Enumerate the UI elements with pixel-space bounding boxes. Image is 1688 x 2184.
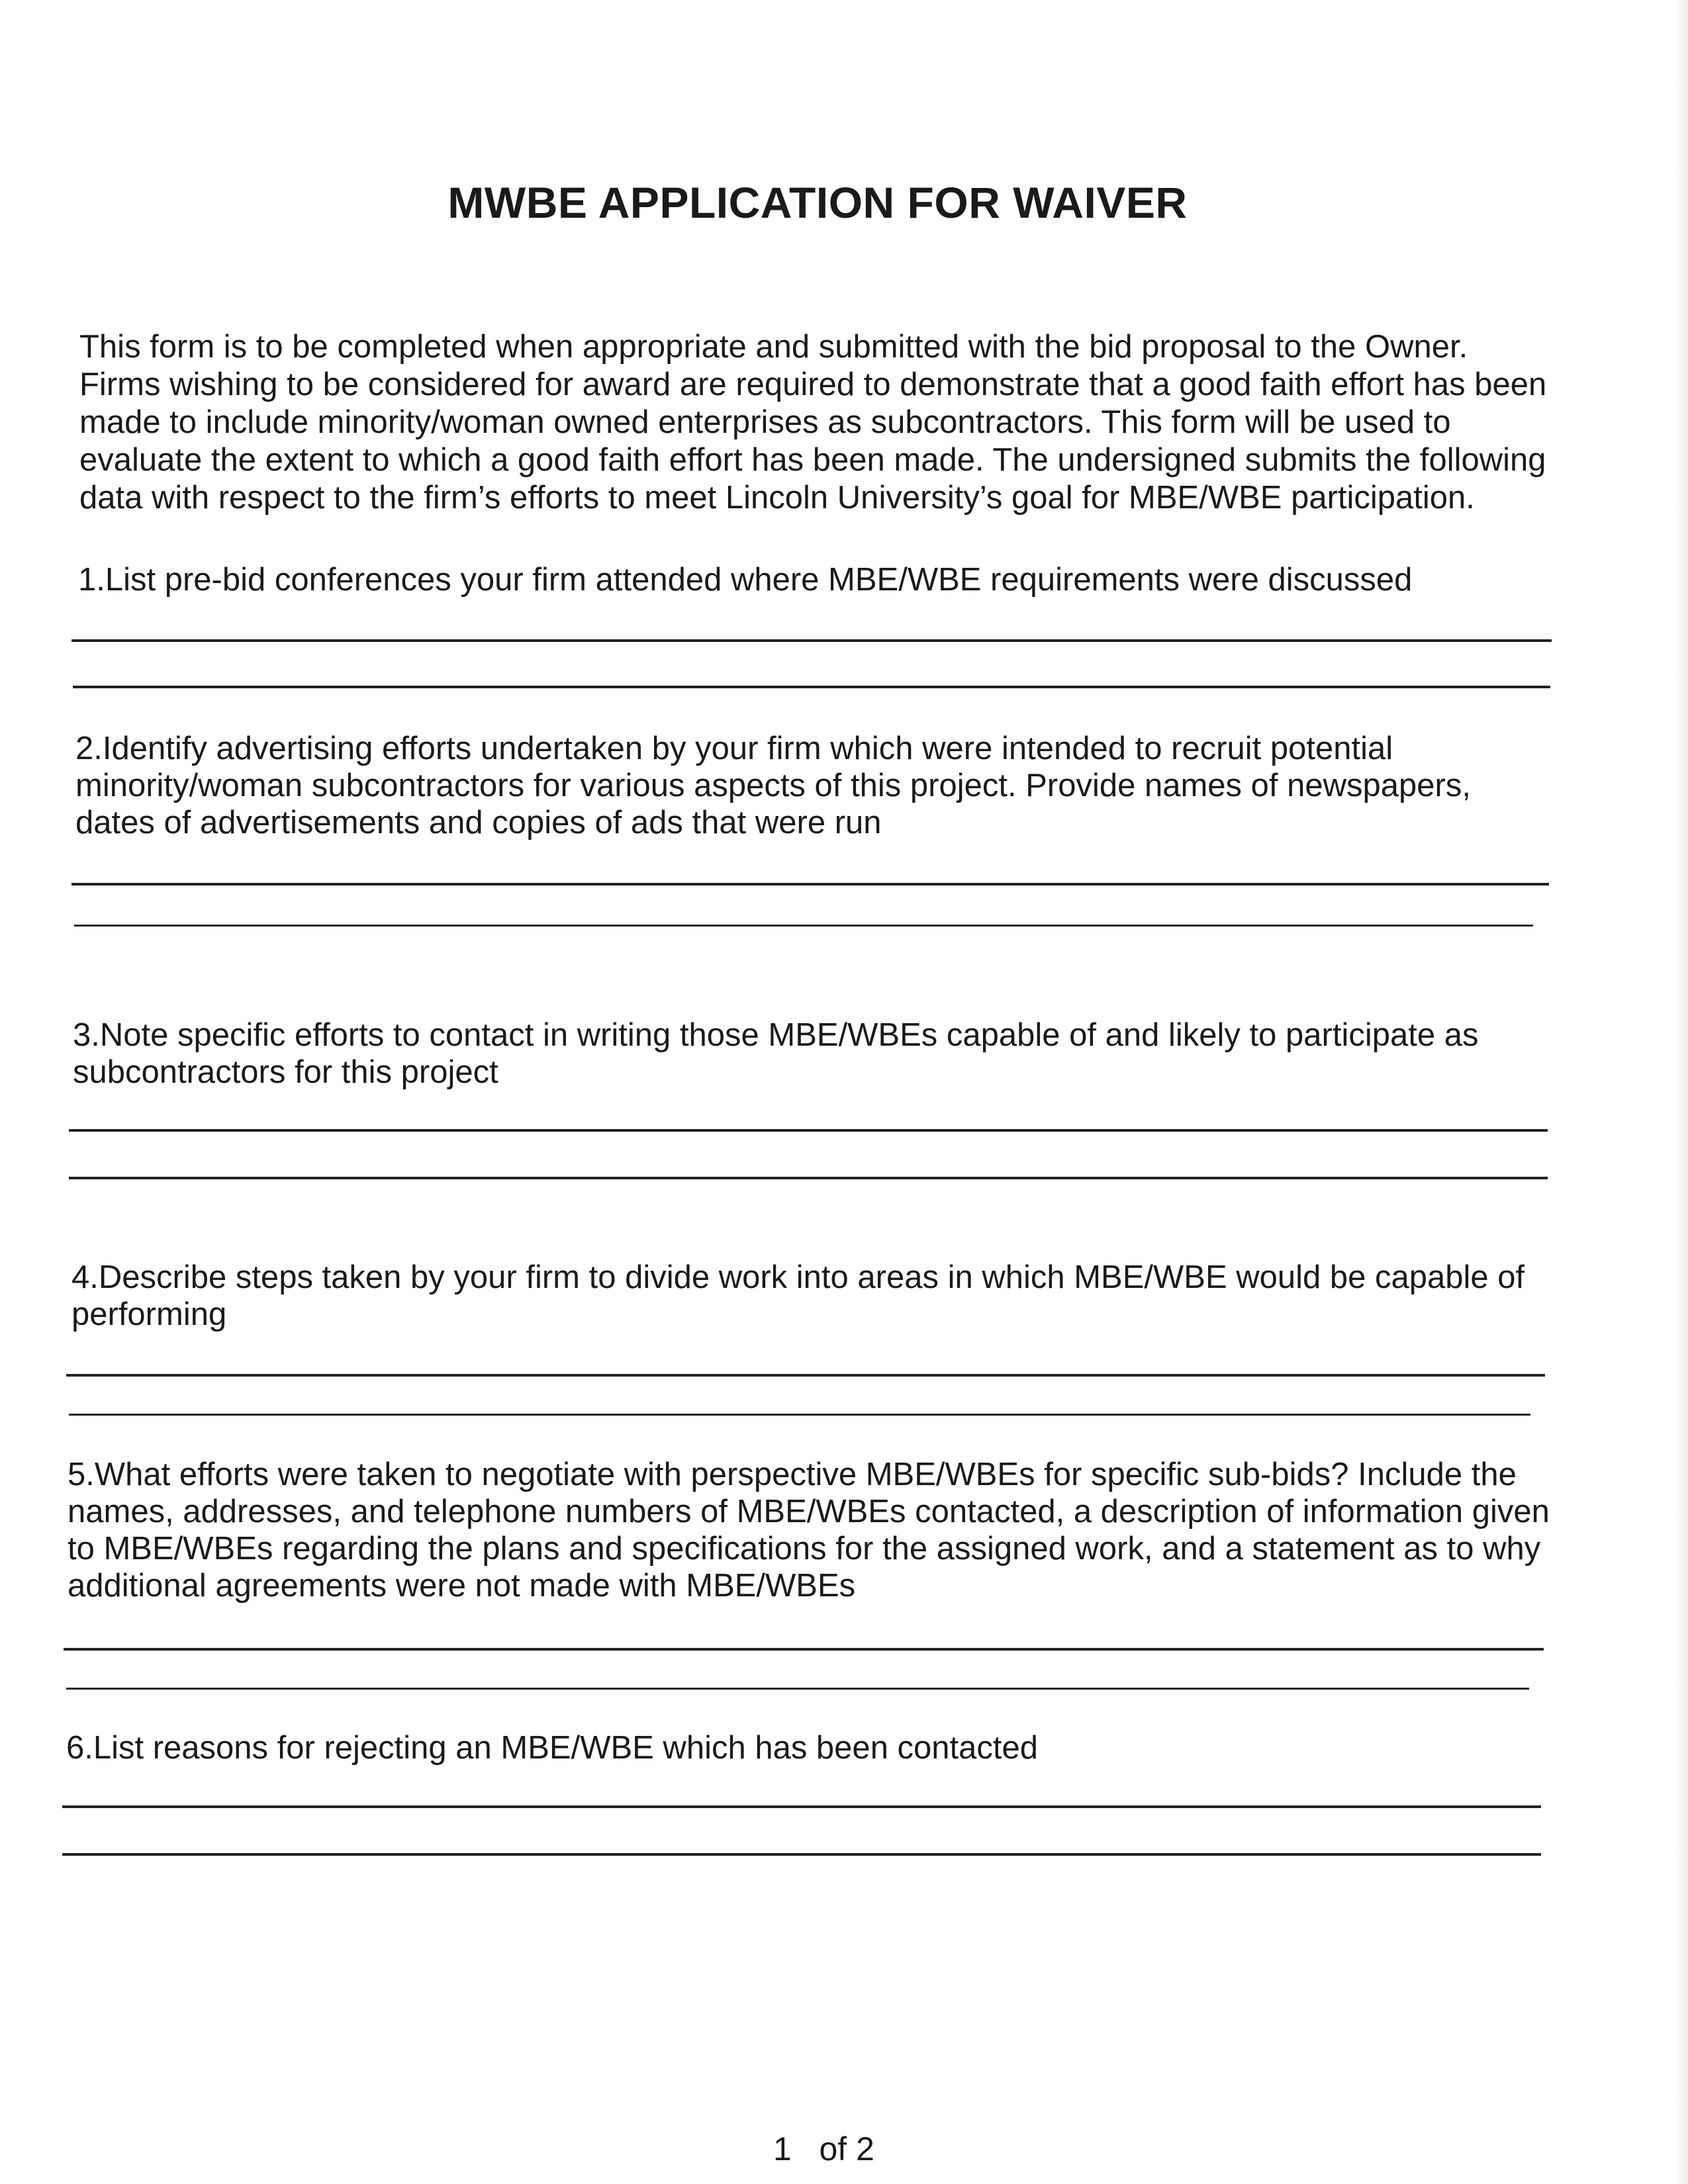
question-1: 1.List pre-bid conferences your firm attended where MBE/WBE requirements were discussed (78, 562, 1413, 598)
answer-line-4b[interactable] (69, 1414, 1530, 1416)
question-6: 6.List reasons for rejecting an MBE/WBE which has been contacted (66, 1730, 1039, 1766)
answer-line-4a[interactable] (66, 1374, 1545, 1377)
answer-line-2a[interactable] (71, 883, 1549, 886)
form-title: MWBE APPLICATION FOR WAIVER (447, 178, 1188, 227)
question-3: 3.Note specific efforts to contact in writing those MBE/WBEs capable of and likely to participate as subcontractors for this project (73, 1017, 1479, 1090)
answer-line-6b[interactable] (62, 1853, 1541, 1856)
answer-line-1a[interactable] (71, 639, 1552, 642)
answer-line-1b[interactable] (73, 686, 1550, 688)
answer-line-5b[interactable] (66, 1688, 1529, 1690)
answer-line-3a[interactable] (69, 1129, 1548, 1132)
page-number: 1 of 2 (773, 2130, 874, 2167)
answer-line-6a[interactable] (62, 1805, 1541, 1808)
question-2: 2.Identify advertising efforts undertaken by your firm which were intended to recruit potential minority/woman subcontractors for various aspects of this project. Provide names of newspapers, dates of advertisements and copies of ads that were run (75, 731, 1471, 841)
question-4: 4.Describe steps taken by your firm to divide work into areas in which MBE/WBE would be capable of performing (71, 1259, 1525, 1332)
question-5: 5.What efforts were taken to negotiate with perspective MBE/WBEs for specific sub-bids? Include the names, addresses, and telephone numbers of MBE/WBEs contacted, a description of information given to MBE/WBEs regarding the plans and specifications for the assigned work, and a statement as to why additional agreements were not made with MBE/WBEs (68, 1457, 1550, 1604)
answer-line-3b[interactable] (69, 1177, 1548, 1179)
page-edge-shadow (1676, 0, 1688, 2184)
answer-line-2b[interactable] (74, 925, 1533, 927)
intro-paragraph: This form is to be completed when appropriate and submitted with the bid proposal to the Owner. Firms wishing to be considered for award are required to demonstrate that a good faith effort has been made to include minority/woman owned enterprises as subcontractors. This form will be used to evaluate the extent to which a good faith effort has been made. The undersigned submits the following data with respect to the firm’s efforts to meet Lincoln University’s goal for MBE/WBE participation. (79, 329, 1547, 516)
answer-line-5a[interactable] (64, 1648, 1544, 1651)
